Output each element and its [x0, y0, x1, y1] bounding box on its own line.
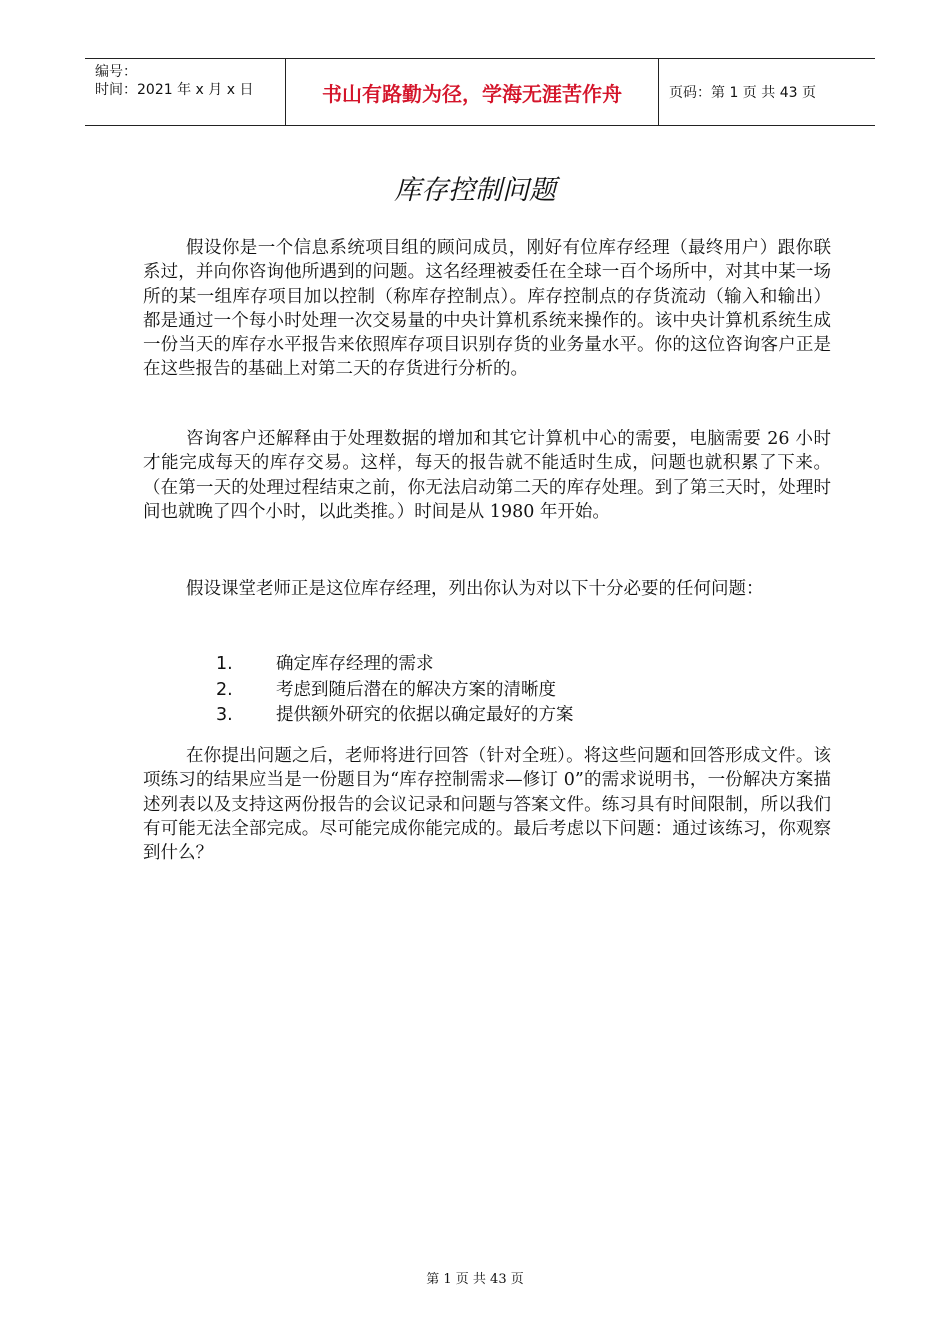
document-title: 库存控制问题: [394, 175, 556, 206]
paragraph-task: 假设课堂老师正是这位库存经理，列出你认为对以下十分必要的任何问题：: [186, 579, 764, 599]
list-item-text: 考虑到随后潜在的解决方案的清晰度: [276, 679, 556, 700]
header-meta: [85, 59, 285, 125]
list-item: [216, 703, 574, 729]
list-item-text: 提供额外研究的依据以确定最好的方案: [276, 705, 574, 725]
header-motto: 书山有路勤为径，学海无涯苦作舟: [285, 59, 659, 125]
list-item-number: 2.: [216, 679, 233, 700]
requirements-list: [216, 652, 574, 729]
paragraph-intro: 假设你是一个信息系统项目组的顾问成员，刚好有位库存经理（最终用户）跟你联系过，并向你咨询他所遇到的问题。这名经理被委任在全球一百个场所中，对其中某一场所的某一组库存项目加以控制（称库存控制点）。库存控制点的存货流动（输入和输出）都是通过一个每小时处理一次交易量的中央计算机系统来操作的。该中央计算机系统生成一份当天的库存水平报告来依照库存项目识别存货的业务量水平。你的这位咨询客户正是在这些报告的基础上对第二天的存货进行分析的。: [143, 238, 831, 380]
document-header: [85, 58, 875, 126]
list-item-text: 确定库存经理的需求: [276, 654, 434, 674]
list-item: [216, 678, 574, 704]
document-number-label: 编号：: [95, 64, 137, 80]
paragraph-problem: 咨询客户还解释由于处理数据的增加和其它计算机中心的需要，电脑需要 26 小时才能完成每天的库存交易。这样，每天的报告就不能适时生成，问题也就积累了下来。（在第一天的处理过程结束之前，你无法启动第二天的库存处理。到了第三天时，处理时间也就晚了四个小时，以此类推。）时间是从 1980 年开始。: [143, 429, 831, 522]
list-item-number: 3.: [216, 705, 233, 725]
document-date-label: 时间：2021 年 x 月 x 日: [95, 82, 254, 98]
list-item: [216, 652, 574, 678]
list-item-number: 1.: [216, 654, 233, 674]
header-page-info: 页码：第 1 页 共 43 页: [669, 85, 816, 101]
paragraph-conclusion: 在你提出问题之后，老师将进行回答（针对全班）。将这些问题和回答形成文件。该项练习的结果应当是一份题目为“库存控制需求—修订 0”的需求说明书，一份解决方案描述列表以及支持这两份报告的会议记录和问题与答案文件。练习具有时间限制，所以我们有可能无法全部完成。尽可能完成你能完成的。最后考虑以下问题：通过该练习，你观察到什么？: [143, 746, 831, 864]
page-footer: 第 1 页 共 43 页: [426, 1272, 524, 1287]
